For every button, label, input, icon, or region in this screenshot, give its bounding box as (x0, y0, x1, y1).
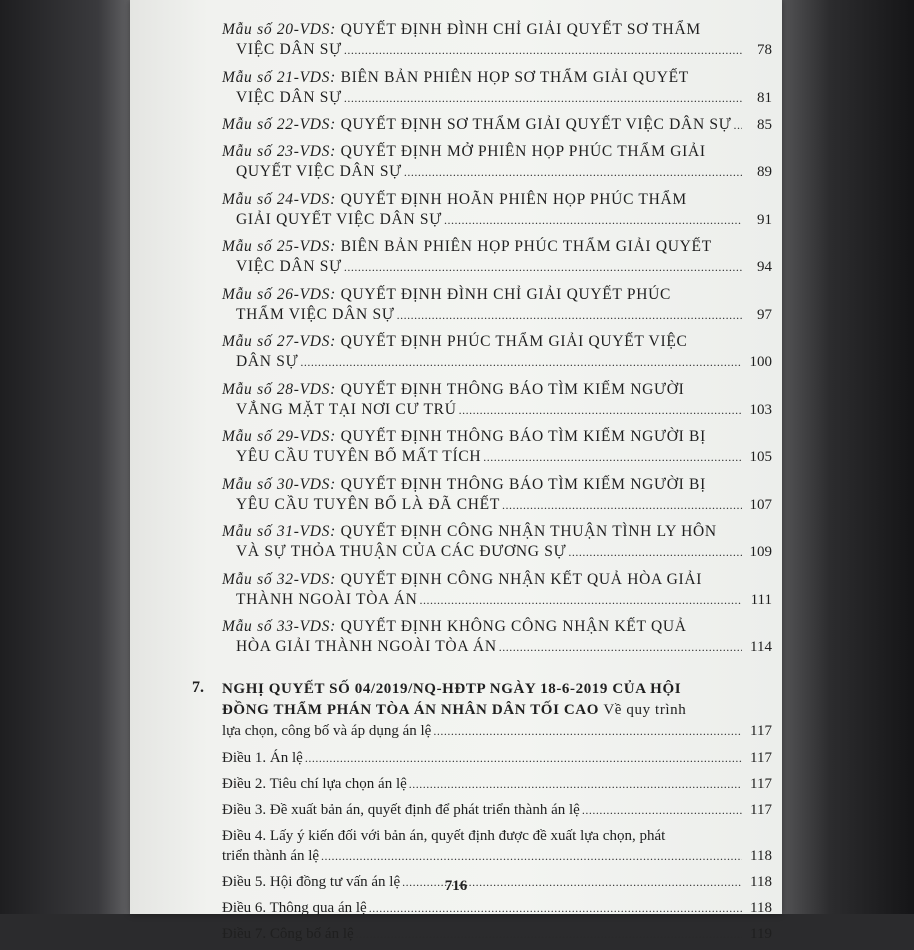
toc-section (192, 679, 772, 742)
form-label: Mẫu số 21-VDS: (222, 68, 336, 86)
article-title: Điều 3. Đề xuất bản án, quyết định để phát triển thành án lệ (222, 801, 580, 818)
form-title: QUYẾT ĐỊNH CÔNG NHẬN THUẬN TÌNH LY HÔN (340, 523, 717, 540)
toc-entry-line1 (222, 285, 772, 305)
toc-entry-line2 (236, 590, 772, 610)
toc-entry-line1 (222, 68, 772, 88)
toc-entry (192, 332, 772, 380)
page-ref: 118 (750, 899, 772, 916)
form-label: Mẫu số 26-VDS: (222, 285, 336, 303)
page-ref: 114 (750, 639, 772, 655)
page-ref: 109 (749, 544, 772, 560)
page-ref: 118 (750, 873, 772, 890)
page-ref: 100 (749, 354, 772, 370)
toc-entry (192, 617, 772, 665)
leader-dots (321, 846, 742, 866)
section-title-bold: ĐỒNG THẨM PHÁN TÒA ÁN NHÂN DÂN TỐI CAO (222, 701, 599, 718)
article-title: Điều 7. Công bố án lệ (222, 925, 354, 942)
leader-dots (483, 447, 742, 467)
form-title-cont: DÂN SỰ (236, 353, 299, 370)
leader-dots (305, 748, 742, 768)
form-title-cont: YÊU CẦU TUYÊN BỐ LÀ ĐÃ CHẾT (236, 495, 501, 513)
leader-dots (499, 637, 742, 657)
toc-entry (192, 20, 772, 68)
section-title-plain: Về quy trình (603, 701, 687, 718)
form-label: Mẫu số 30-VDS: (222, 475, 336, 493)
page-ref: 105 (749, 449, 772, 465)
toc-entry-line1 (222, 570, 772, 590)
form-title-cont: VIỆC DÂN SỰ (236, 41, 342, 58)
form-label: Mẫu số 31-VDS: (222, 523, 336, 540)
form-title-cont: THẨM VIỆC DÂN SỰ (236, 305, 395, 323)
page-ref: 117 (750, 775, 772, 792)
form-title: QUYẾT ĐỊNH PHÚC THẨM GIẢI QUYẾT VIỆC (340, 333, 688, 350)
leader-dots (344, 88, 742, 108)
toc-entry-line2 (236, 305, 772, 325)
form-title: QUYẾT ĐỊNH MỞ PHIÊN HỌP PHÚC THẨM GIẢI (340, 143, 706, 160)
toc-entry-line1 (222, 475, 772, 495)
toc-article (222, 800, 772, 826)
form-title-cont: GIẢI QUYẾT VIỆC DÂN SỰ (236, 210, 442, 228)
article-title: Điều 4. Lấy ý kiến đối với bản án, quyết định được đề xuất lựa chọn, phát (222, 827, 666, 844)
form-title: BIÊN BẢN PHIÊN HỌP SƠ THẨM GIẢI QUYẾT (340, 68, 689, 86)
toc-entry (192, 115, 772, 142)
page-ref: 117 (750, 749, 772, 766)
page-ref: 117 (750, 801, 772, 818)
section-title-line3 (222, 721, 772, 742)
leader-dots (344, 257, 742, 277)
form-title-cont: YÊU CẦU TUYÊN BỐ MẤT TÍCH (236, 448, 482, 465)
toc-entry-line2 (236, 210, 772, 230)
toc-article (222, 826, 772, 872)
article-title-line2 (222, 846, 772, 866)
toc-entry (192, 427, 772, 475)
toc-entry-line1 (222, 237, 772, 257)
toc-entry (192, 475, 772, 523)
leader-dots (568, 542, 742, 562)
form-label: Mẫu số 20-VDS: (222, 21, 336, 38)
form-title-cont: VIỆC DÂN SỰ (236, 258, 342, 275)
form-title: QUYẾT ĐỊNH CÔNG NHẬN KẾT QUẢ HÒA GIẢI (340, 570, 703, 588)
toc-entry-line2 (236, 400, 772, 420)
page-ref: 91 (757, 211, 772, 228)
toc-entry-line1 (222, 142, 772, 162)
form-title-cont: THÀNH NGOÀI TÒA ÁN (236, 590, 418, 608)
toc-entry-line1 (222, 522, 772, 542)
page-ref: 94 (757, 259, 772, 275)
leader-dots (444, 210, 742, 230)
book-page (130, 0, 782, 942)
article-title: Điều 6. Thông qua án lệ (222, 899, 367, 916)
table-of-contents (192, 20, 772, 950)
page-ref: 97 (757, 306, 772, 323)
page-ref: 119 (750, 925, 772, 942)
form-title: QUYẾT ĐỊNH HOÃN PHIÊN HỌP PHÚC THẨM (340, 190, 687, 208)
toc-entry (192, 380, 772, 428)
article-title: Điều 2. Tiêu chí lựa chọn án lệ (222, 775, 407, 792)
leader-dots (409, 774, 742, 794)
toc-entry (192, 190, 772, 238)
toc-entry-line2 (236, 40, 772, 60)
toc-article (222, 774, 772, 800)
form-label: Mẫu số 25-VDS: (222, 238, 336, 255)
page-ref: 118 (750, 847, 772, 864)
section-title-line2 (222, 700, 772, 721)
toc-article (222, 748, 772, 774)
form-label: Mẫu số 29-VDS: (222, 428, 336, 445)
leader-dots (404, 162, 742, 182)
leader-dots (733, 115, 742, 135)
toc-entry (192, 285, 772, 333)
leader-dots (300, 352, 742, 372)
form-title-cont: VẮNG MẶT TẠI NƠI CƯ TRÚ (236, 400, 457, 418)
form-label: Mẫu số 32-VDS: (222, 570, 336, 588)
book-edge-shadow-right (774, 0, 914, 914)
leader-dots (344, 40, 742, 60)
form-label: Mẫu số 24-VDS: (222, 190, 336, 208)
section-title-line1: NGHỊ QUYẾT SỐ 04/2019/NQ-HĐTP NGÀY 18-6-2019 CỦA HỘI (222, 680, 682, 697)
toc-entry-line1 (222, 332, 772, 352)
page-ref: 89 (757, 164, 772, 180)
form-label: Mẫu số 27-VDS: (222, 333, 336, 350)
leader-dots (459, 400, 742, 420)
form-title-cont: VIỆC DÂN SỰ (236, 88, 342, 106)
toc-entry-line2 (236, 352, 772, 372)
form-title: QUYẾT ĐỊNH ĐÌNH CHỈ GIẢI QUYẾT SƠ THẨM (340, 21, 701, 38)
toc-entry-line2 (236, 257, 772, 277)
toc-entry-line2 (236, 162, 772, 182)
page-ref: 78 (757, 42, 772, 58)
book-spine-shadow-left (0, 0, 140, 914)
toc-entry-line2 (236, 88, 772, 108)
section-number: 7. (192, 678, 204, 696)
article-title: Điều 5. Hội đồng tư vấn án lệ (222, 873, 401, 890)
form-title: QUYẾT ĐỊNH SƠ THẨM GIẢI QUYẾT VIỆC DÂN SỰ (340, 116, 732, 133)
page-ref: 107 (749, 496, 772, 513)
form-label: Mẫu số 22-VDS: (222, 116, 336, 133)
form-title: QUYẾT ĐỊNH KHÔNG CÔNG NHẬN KẾT QUẢ (340, 618, 687, 635)
form-label: Mẫu số 23-VDS: (222, 143, 336, 160)
leader-dots (582, 800, 742, 820)
toc-entry-line1 (222, 617, 772, 637)
toc-entry-line2 (236, 637, 772, 657)
toc-entry (192, 68, 772, 116)
toc-entry (192, 237, 772, 285)
toc-article (222, 898, 772, 924)
toc-entry (192, 522, 772, 570)
form-title-cont: VÀ SỰ THỎA THUẬN CỦA CÁC ĐƯƠNG SỰ (236, 543, 567, 560)
article-title-cont: triển thành án lệ (222, 847, 320, 864)
toc-entry-line2 (236, 495, 772, 515)
toc-entry-line1 (222, 380, 772, 400)
form-title-cont: QUYẾT VIỆC DÂN SỰ (236, 163, 402, 180)
page-ref: 111 (750, 591, 772, 608)
toc-entry (192, 142, 772, 190)
leader-dots (356, 924, 742, 944)
form-title-cont: HÒA GIẢI THÀNH NGOÀI TÒA ÁN (236, 638, 497, 655)
toc-entry-line1 (222, 115, 772, 135)
form-title: QUYẾT ĐỊNH ĐÌNH CHỈ GIẢI QUYẾT PHÚC (340, 285, 672, 303)
page-ref: 103 (749, 401, 772, 418)
article-title: Điều 1. Án lệ (222, 749, 303, 766)
leader-dots (433, 721, 742, 742)
form-label: Mẫu số 33-VDS: (222, 618, 336, 635)
toc-entry-line1 (222, 20, 772, 40)
section-title-cont: lựa chọn, công bố và áp dụng án lệ (222, 722, 432, 739)
page-ref: 117 (750, 722, 772, 739)
form-title: QUYẾT ĐỊNH THÔNG BÁO TÌM KIẾM NGƯỜI BỊ (340, 475, 706, 493)
toc-article (222, 924, 772, 950)
page-ref: 85 (757, 117, 772, 133)
form-title: BIÊN BẢN PHIÊN HỌP PHÚC THẨM GIẢI QUYẾT (340, 238, 712, 255)
toc-entry-line2 (236, 447, 772, 467)
toc-entry-line2 (236, 542, 772, 562)
toc-entry-line1 (222, 427, 772, 447)
form-title: QUYẾT ĐỊNH THÔNG BÁO TÌM KIẾM NGƯỜI BỊ (340, 428, 706, 445)
page-number: 716 (444, 878, 468, 894)
toc-entry-line1 (222, 190, 772, 210)
leader-dots (369, 898, 742, 918)
leader-dots (502, 495, 742, 515)
form-label: Mẫu số 28-VDS: (222, 380, 336, 398)
leader-dots (397, 305, 742, 325)
page-ref: 81 (757, 89, 772, 106)
toc-entry (192, 570, 772, 618)
form-title: QUYẾT ĐỊNH THÔNG BÁO TÌM KIẾM NGƯỜI (340, 380, 685, 398)
leader-dots (420, 590, 742, 610)
